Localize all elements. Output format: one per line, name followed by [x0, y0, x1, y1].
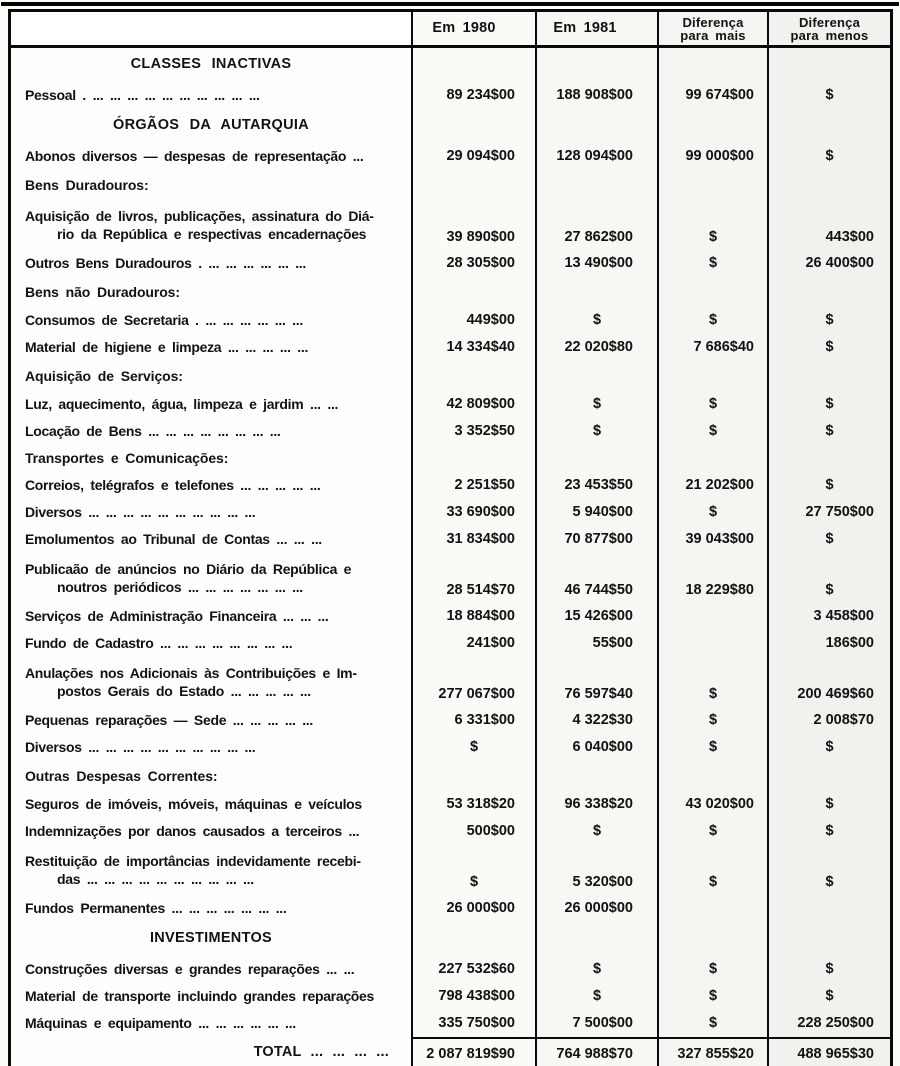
- value-em1980: [411, 170, 535, 200]
- row-label: Seguros de imóveis, móveis, máquinas e veículos: [11, 791, 411, 818]
- value-em1980: 227 532$60: [411, 956, 535, 983]
- value-dif-menos: [767, 361, 890, 391]
- value-em1980: [411, 761, 535, 791]
- value-em1981: $: [535, 307, 657, 334]
- value-em1980: [411, 109, 535, 143]
- value-dif-menos: $: [767, 956, 890, 983]
- value-dif-mais: [657, 761, 767, 791]
- value-dif-mais: $: [657, 845, 767, 895]
- value-em1980: 28 514$70: [411, 553, 535, 603]
- row-label: Fundos Permanentes ... ... ... ... ... ... ...: [11, 895, 411, 922]
- value-dif-mais: $: [657, 200, 767, 250]
- value-em1980: 29 094$00: [411, 143, 535, 170]
- column-header-em1981: Em 1981: [535, 12, 657, 48]
- value-dif-mais: [657, 48, 767, 82]
- value-dif-menos: [767, 170, 890, 200]
- value-em1980: 2 251$50: [411, 472, 535, 499]
- value-em1980: 33 690$00: [411, 499, 535, 526]
- value-em1981: [535, 170, 657, 200]
- column-header-empty: [11, 12, 411, 48]
- row-label: Correios, telégrafos e telefones ... ... ... ... ...: [11, 472, 411, 499]
- value-dif-mais: $: [657, 818, 767, 845]
- value-em1980: 42 809$00: [411, 391, 535, 418]
- value-dif-mais: $: [657, 1010, 767, 1037]
- value-em1980: $: [411, 734, 535, 761]
- value-em1981: 4 322$30: [535, 707, 657, 734]
- row-label: Locação de Bens ... ... ... ... ... ... ... ...: [11, 418, 411, 445]
- value-dif-mais: 18 229$80: [657, 553, 767, 603]
- value-dif-mais: $: [657, 983, 767, 1010]
- value-dif-mais: $: [657, 499, 767, 526]
- column-header-dif-menos-line1: Diferença: [798, 14, 861, 30]
- value-em1981: 13 490$00: [535, 250, 657, 277]
- value-dif-mais: 327 855$20: [657, 1037, 767, 1066]
- value-em1980: [411, 48, 535, 82]
- row-label: Serviços de Administração Financeira ... ... ...: [11, 603, 411, 630]
- row-label: Restituição de importâncias indevidamente recebi- das ... ... ... ... ... ... ... ... ... ...: [11, 845, 411, 895]
- value-em1981: 22 020$80: [535, 334, 657, 361]
- row-label: Material de transporte incluindo grandes reparações: [11, 983, 411, 1010]
- value-dif-menos: 27 750$00: [767, 499, 890, 526]
- value-dif-mais: [657, 277, 767, 307]
- column-header-dif-mais-line2: para mais: [680, 27, 746, 43]
- value-dif-mais: $: [657, 734, 767, 761]
- value-dif-menos: $: [767, 391, 890, 418]
- value-em1980: [411, 922, 535, 956]
- value-dif-menos: $: [767, 553, 890, 603]
- column-header-dif-menos: [767, 12, 890, 48]
- column-header-em1980: Em 1980: [411, 12, 535, 48]
- value-dif-mais: $: [657, 307, 767, 334]
- value-em1980: [411, 445, 535, 472]
- value-em1981: 7 500$00: [535, 1010, 657, 1037]
- value-em1980: 3 352$50: [411, 418, 535, 445]
- value-em1981: 96 338$20: [535, 791, 657, 818]
- value-dif-menos: 186$00: [767, 630, 890, 657]
- value-em1981: $: [535, 983, 657, 1010]
- value-em1981: [535, 445, 657, 472]
- row-label: Pequenas reparações — Sede ... ... ... ... ...: [11, 707, 411, 734]
- column-header-dif-menos-line2: para menos: [790, 27, 869, 43]
- value-dif-menos: 443$00: [767, 200, 890, 250]
- row-label: Diversos ... ... ... ... ... ... ... ... ... ...: [11, 734, 411, 761]
- value-em1981: $: [535, 818, 657, 845]
- value-dif-mais: [657, 170, 767, 200]
- row-label: Diversos ... ... ... ... ... ... ... ... ... ...: [11, 499, 411, 526]
- value-dif-mais: 39 043$00: [657, 526, 767, 553]
- value-em1981: 70 877$00: [535, 526, 657, 553]
- value-em1981: [535, 48, 657, 82]
- value-dif-menos: [767, 109, 890, 143]
- value-dif-menos: 3 458$00: [767, 603, 890, 630]
- row-label: Máquinas e equipamento ... ... ... ... ... ...: [11, 1010, 411, 1037]
- row-label: Indemnizações por danos causados a terceiros ...: [11, 818, 411, 845]
- value-dif-menos: [767, 761, 890, 791]
- value-dif-mais: 99 000$00: [657, 143, 767, 170]
- row-label: Abonos diversos — despesas de representação ...: [11, 143, 411, 170]
- value-em1980: $: [411, 845, 535, 895]
- value-em1981: 76 597$40: [535, 657, 657, 707]
- value-dif-mais: 7 686$40: [657, 334, 767, 361]
- section-heading: CLASSES INACTIVAS: [11, 48, 411, 82]
- row-label: Outros Bens Duradouros . ... ... ... ... ... ...: [11, 250, 411, 277]
- value-dif-mais: $: [657, 657, 767, 707]
- value-em1980: 6 331$00: [411, 707, 535, 734]
- value-dif-mais: $: [657, 418, 767, 445]
- value-em1981: [535, 922, 657, 956]
- value-em1981: 5 940$00: [535, 499, 657, 526]
- value-em1981: 128 094$00: [535, 143, 657, 170]
- value-dif-menos: $: [767, 526, 890, 553]
- value-dif-mais: [657, 630, 767, 657]
- value-em1980: 26 000$00: [411, 895, 535, 922]
- value-em1981: [535, 277, 657, 307]
- value-em1981: [535, 109, 657, 143]
- value-em1980: 31 834$00: [411, 526, 535, 553]
- value-dif-menos: $: [767, 82, 890, 109]
- value-em1981: [535, 761, 657, 791]
- row-label: Anulações nos Adicionais às Contribuições e Im- postos Gerais do Estado ... ... ... ... ...: [11, 657, 411, 707]
- value-dif-menos: $: [767, 818, 890, 845]
- value-em1980: 241$00: [411, 630, 535, 657]
- row-label: Emolumentos ao Tribunal de Contas ... ... ...: [11, 526, 411, 553]
- value-dif-mais: [657, 603, 767, 630]
- value-dif-mais: [657, 445, 767, 472]
- value-dif-mais: $: [657, 956, 767, 983]
- value-dif-menos: [767, 445, 890, 472]
- value-em1980: 89 234$00: [411, 82, 535, 109]
- section-heading: Bens não Duradouros:: [11, 277, 411, 307]
- value-em1981: 764 988$70: [535, 1037, 657, 1066]
- section-heading: ÓRGÃOS DA AUTARQUIA: [11, 109, 411, 143]
- value-em1980: 449$00: [411, 307, 535, 334]
- value-dif-menos: $: [767, 307, 890, 334]
- value-dif-menos: [767, 277, 890, 307]
- value-dif-mais: [657, 109, 767, 143]
- total-label: TOTAL ... ... ... ...: [11, 1037, 411, 1066]
- value-em1980: 39 890$00: [411, 200, 535, 250]
- value-em1981: 188 908$00: [535, 82, 657, 109]
- value-em1981: 6 040$00: [535, 734, 657, 761]
- value-dif-menos: $: [767, 143, 890, 170]
- value-dif-menos: $: [767, 472, 890, 499]
- row-label: Consumos de Secretaria . ... ... ... ... ... ...: [11, 307, 411, 334]
- value-em1981: 23 453$50: [535, 472, 657, 499]
- value-em1981: 15 426$00: [535, 603, 657, 630]
- row-label: Aquisição de livros, publicações, assinatura do Diá- rio da República e respectivas encadernações: [11, 200, 411, 250]
- section-heading: Aquisição de Serviços:: [11, 361, 411, 391]
- value-dif-menos: 488 965$30: [767, 1037, 890, 1066]
- value-em1980: [411, 361, 535, 391]
- section-heading: Bens Duradouros:: [11, 170, 411, 200]
- value-em1980: 28 305$00: [411, 250, 535, 277]
- row-label: Fundo de Cadastro ... ... ... ... ... ... ... ...: [11, 630, 411, 657]
- value-dif-menos: [767, 922, 890, 956]
- row-label: Material de higiene e limpeza ... ... ... ... ...: [11, 334, 411, 361]
- value-dif-menos: 2 008$70: [767, 707, 890, 734]
- section-heading: INVESTIMENTOS: [11, 922, 411, 956]
- value-dif-menos: $: [767, 791, 890, 818]
- value-dif-menos: [767, 48, 890, 82]
- value-em1980: 53 318$20: [411, 791, 535, 818]
- value-dif-mais: $: [657, 707, 767, 734]
- value-dif-mais: [657, 922, 767, 956]
- value-em1980: [411, 277, 535, 307]
- value-dif-menos: 26 400$00: [767, 250, 890, 277]
- value-dif-menos: 200 469$60: [767, 657, 890, 707]
- value-dif-menos: 228 250$00: [767, 1010, 890, 1037]
- budget-table: [8, 9, 893, 1066]
- column-header-dif-mais-line1: Diferença: [682, 14, 744, 30]
- value-dif-mais: 99 674$00: [657, 82, 767, 109]
- value-dif-menos: $: [767, 734, 890, 761]
- value-dif-mais: $: [657, 391, 767, 418]
- value-dif-mais: [657, 895, 767, 922]
- row-label: Luz, aquecimento, água, limpeza e jardim ... ...: [11, 391, 411, 418]
- value-em1981: 55$00: [535, 630, 657, 657]
- top-rule: [1, 2, 899, 6]
- value-em1981: 5 320$00: [535, 845, 657, 895]
- value-em1980: 18 884$00: [411, 603, 535, 630]
- row-label: Construções diversas e grandes reparações ... ...: [11, 956, 411, 983]
- value-em1981: $: [535, 418, 657, 445]
- value-dif-mais: [657, 361, 767, 391]
- value-dif-menos: $: [767, 418, 890, 445]
- value-em1981: 27 862$00: [535, 200, 657, 250]
- value-em1980: 277 067$00: [411, 657, 535, 707]
- row-label: Publicaão de anúncios no Diário da República e noutros periódicos ... ... ... ... ... ... ...: [11, 553, 411, 603]
- value-dif-menos: $: [767, 334, 890, 361]
- value-em1980: 798 438$00: [411, 983, 535, 1010]
- value-dif-menos: $: [767, 983, 890, 1010]
- value-em1981: $: [535, 391, 657, 418]
- column-header-dif-mais: [657, 12, 767, 48]
- section-heading: Transportes e Comunicações:: [11, 445, 411, 472]
- value-em1981: [535, 361, 657, 391]
- value-dif-mais: $: [657, 250, 767, 277]
- value-dif-mais: 21 202$00: [657, 472, 767, 499]
- value-dif-mais: 43 020$00: [657, 791, 767, 818]
- value-em1980: 500$00: [411, 818, 535, 845]
- value-em1981: 26 000$00: [535, 895, 657, 922]
- row-label: Pessoal . ... ... ... ... ... ... ... ... ... ...: [11, 82, 411, 109]
- value-em1981: 46 744$50: [535, 553, 657, 603]
- value-em1980: 14 334$40: [411, 334, 535, 361]
- value-em1980: 335 750$00: [411, 1010, 535, 1037]
- value-em1981: $: [535, 956, 657, 983]
- value-dif-menos: $: [767, 845, 890, 895]
- value-em1980: 2 087 819$90: [411, 1037, 535, 1066]
- section-heading: Outras Despesas Correntes:: [11, 761, 411, 791]
- value-dif-menos: [767, 895, 890, 922]
